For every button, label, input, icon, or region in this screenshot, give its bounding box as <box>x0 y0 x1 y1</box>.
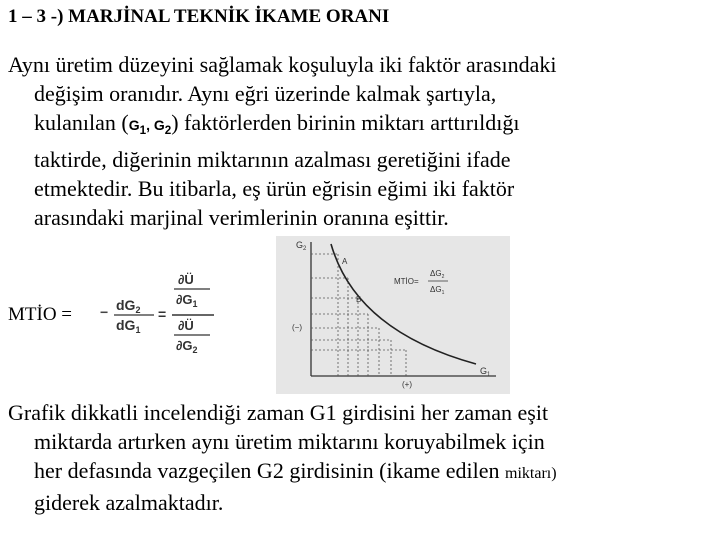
partial-g1: $\partial G_1$ <box>176 292 198 309</box>
dashed-grid <box>311 254 406 376</box>
plus-label: (+) <box>402 380 412 389</box>
partial-u-bottom: ∂Ü <box>178 318 194 333</box>
page-title: 1 – 3 -) MARJİNAL TEKNİK İKAME ORANI <box>8 6 390 27</box>
formula-equals: = <box>158 306 167 322</box>
text-line: Grafik dikkatli incelendiği zaman G1 girdisini her zaman eşit <box>8 400 549 425</box>
isoquant-curve <box>331 244 476 364</box>
formula-den1: $dG_1$ <box>116 317 141 335</box>
isoquant-graph <box>276 236 510 394</box>
mtio-formula <box>100 270 220 360</box>
isoquant-svg <box>276 236 510 394</box>
text-line: etmektedir. Bu itibarla, eş ürün eğrisin eğimi iki faktör <box>34 175 515 201</box>
point-a-label: A <box>342 257 348 266</box>
text-line: giderek azalmaktadır. <box>34 490 224 515</box>
ratio-numerator: $\Delta G_2$ <box>430 269 445 280</box>
definition-paragraph <box>8 50 556 232</box>
partial-u-top: ∂Ü <box>178 272 194 287</box>
partial-g2: $\partial G_2$ <box>176 338 198 355</box>
ratio-denominator: $\Delta G_1$ <box>430 285 445 296</box>
text-line: miktarda artırken aynı üretim miktarını koruyabilmek için <box>34 429 545 454</box>
minus-label: (−) <box>292 323 302 332</box>
y-axis-label: $G_2$ <box>296 240 307 252</box>
formula-num1: $dG_2$ <box>116 297 141 315</box>
text-line: değişim oranıdır. Aynı eğri üzerinde kalmak şartıyla, <box>34 81 497 106</box>
point-b-label: B <box>356 295 362 304</box>
text-line: her defasında vazgeçilen G2 girdisinin (ikame edilen miktarı) <box>34 458 557 483</box>
mtio-label: MTİO = <box>8 304 73 325</box>
text-line: Aynı üretim düzeyini sağlamak koşuluyla iki faktör arasındaki <box>8 52 557 77</box>
interpretation-paragraph <box>8 398 557 517</box>
g1-g2-symbols: $G_1$, $G_2$ <box>128 117 172 137</box>
text-line: taktirde, diğerinin miktarının azalması geretiğini ifade <box>34 146 511 172</box>
x-axis-label: $G_1$ <box>480 366 491 378</box>
text-line: arasındaki marjinal verimlerinin oranına eşittir. <box>34 204 449 230</box>
text-line: kulanılan ($G_1$, $G_2$) faktörlerden birinin miktarı arttırıldığı <box>34 110 520 137</box>
mtio-graph-label: MTİO= <box>394 277 419 286</box>
formula-minus: − <box>100 304 109 320</box>
